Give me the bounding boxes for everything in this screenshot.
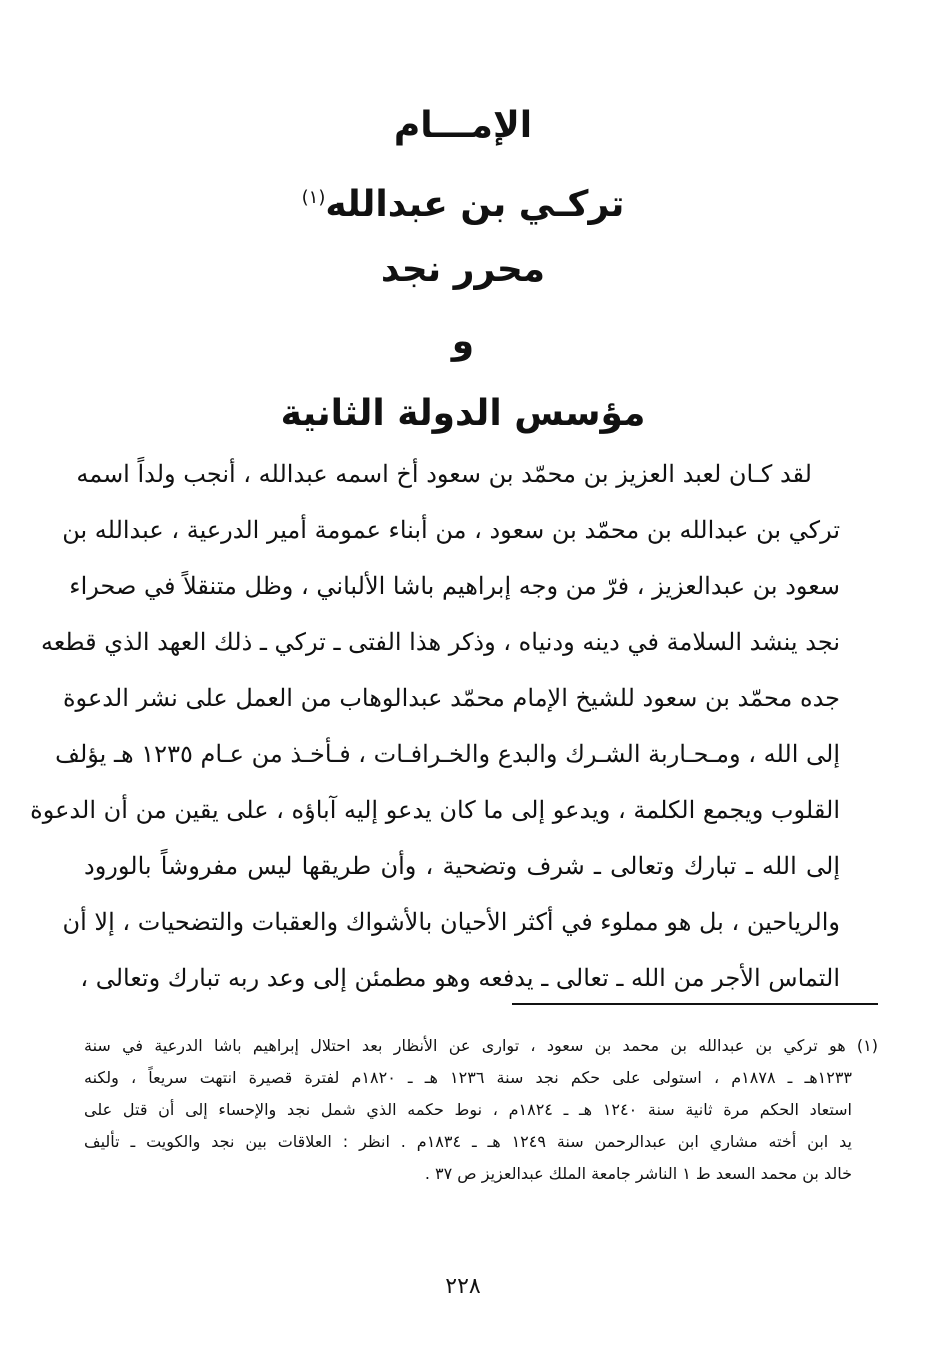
body-line: والرياحين ، بل هو مملوء في أكثر الأحيان بالأشواك والعقبات والتضحيات ، إلا أن — [62, 908, 840, 936]
body-line: سعود بن عبدالعزيز ، فرّ من وجه إبراهيم باشا الألباني ، وظل متنقلاً في صحراء — [69, 572, 840, 600]
heading-name-text: تركـي بن عبدالله — [325, 184, 625, 225]
footnote-line: ١٢٣٣هـ ـ ١٨٧٨م ، استولى على حكم نجد سنة ١٢٣٦ هـ ـ ١٨٢٠م لفترة قصيرة انتهت سريعاً ، ولكنه — [84, 1068, 853, 1087]
body-line: جده محمّد بن سعود للشيخ الإمام محمّد عبدالوهاب من العمل على نشر الدعوة — [62, 684, 840, 712]
footnote-line: استعاد الحكم مرة ثانية سنة ١٢٤٠ هـ ـ ١٨٢٤م ، نوط حكمه الذي شمل نجد والإحساء إلى أن قتل على — [84, 1100, 852, 1119]
heading-name — [0, 176, 926, 248]
footnote-separator — [512, 1003, 878, 1005]
body-line: إلى الله ، ومـحـاربة الشـرك والبدع والخـرافـات ، فـأخـذ من عـام ١٢٣٥ هـ يؤلف — [55, 740, 840, 768]
footnote — [84, 1030, 878, 1190]
footnote-marker: (١) — [301, 187, 326, 208]
body-paragraph — [30, 446, 840, 1006]
heading-founder: مؤسس الدولة الثانية — [280, 393, 646, 434]
chapter-heading — [0, 104, 926, 464]
footnote-line: يد ابن أخته مشاري ابن عبدالرحمن سنة ١٢٤٩ هـ ـ ١٨٣٤م . انظر : العلاقات بين نجد والكويت ـ تأليف — [84, 1132, 852, 1151]
body-line: التماس الأجر من الله ـ تعالى ـ يدفعه وهو مطمئن إلى وعد ربه تبارك وتعالى ، — [80, 964, 840, 992]
body-line: القلوب ويجمع الكلمة ، ويدعو إلى ما كان يدعو إليه آباؤه ، على يقين من أن الدعوة — [30, 796, 840, 824]
footnote-line: خالد بن محمد السعد ط ١ الناشر جامعة الملك عبدالعزيز ص ٣٧ . — [424, 1164, 852, 1183]
heading-liberator: محرر نجد — [380, 249, 546, 290]
body-line: إلى الله ـ تبارك وتعالى ـ شرف وتضحية ، وأن طريقها ليس مفروشاً بالورود — [84, 852, 840, 880]
heading-imam: الإمـــام — [393, 105, 533, 146]
page-number: ٢٢٨ — [445, 1274, 481, 1299]
footnote-line: (١) هو تركي بن عبدالله بن محمد بن سعود ، توارى عن الأنظار بعد احتلال إبراهيم باشا الدرعية في سنة — [84, 1036, 878, 1055]
body-line: نجد ينشد السلامة في دينه ودنياه ، وذكر هذا الفتى ـ تركي ـ ذلك العهد الذي قطعه — [40, 628, 840, 656]
body-line: تركي بن عبدالله بن محمّد بن سعود ، من أبناء عمومة أمير الدرعية ، عبدالله بن — [62, 516, 840, 544]
body-line: لقد كـان لعبد العزيز بن محمّد بن سعود أخ اسمه عبدالله ، أنجب ولداً اسمه — [76, 460, 812, 488]
heading-conjunction: و — [451, 321, 475, 362]
